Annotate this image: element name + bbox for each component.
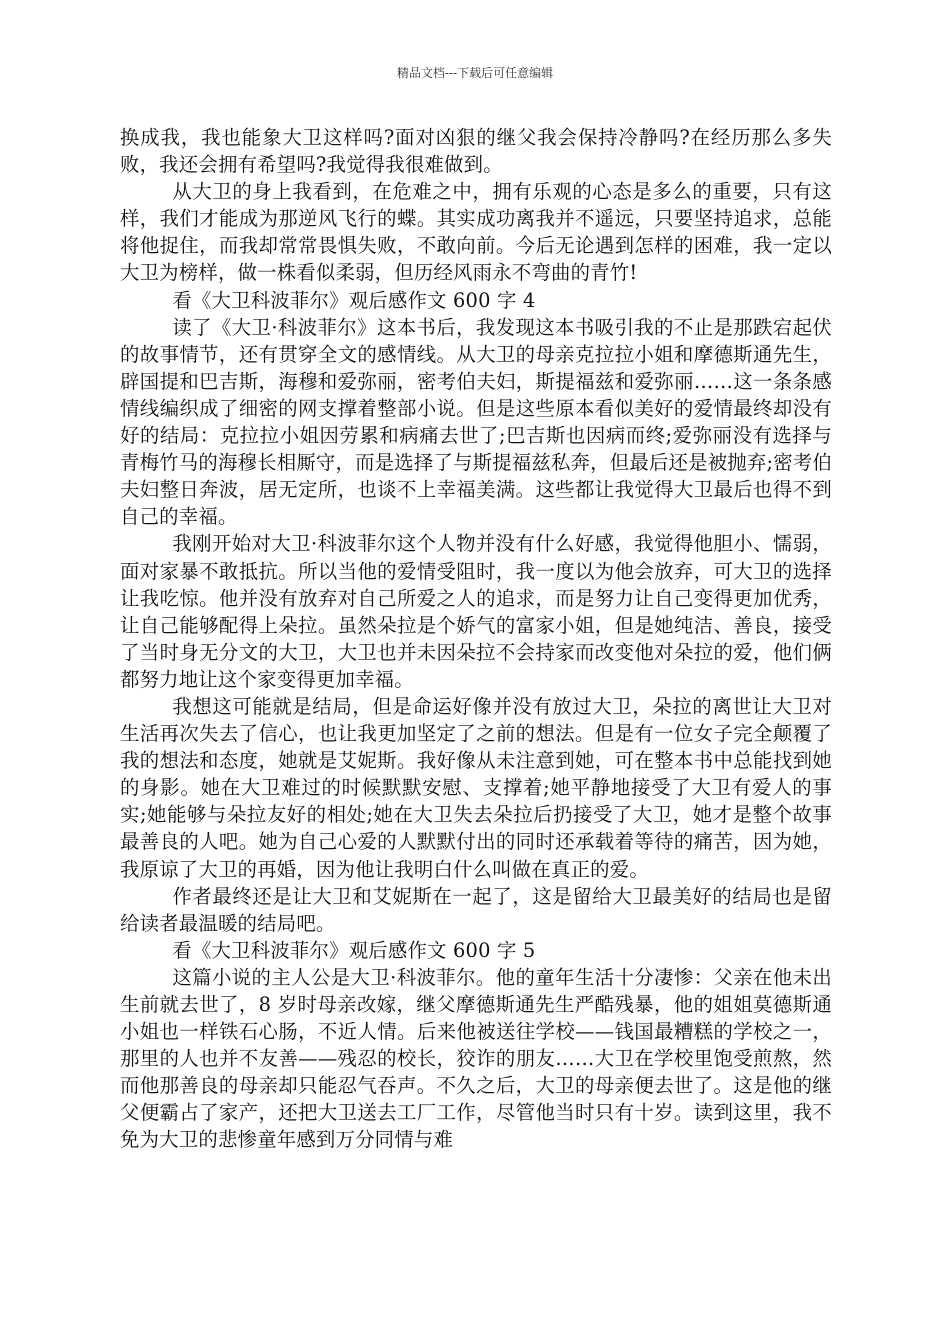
paragraph: 读了《大卫·科波菲尔》这本书后，我发现这本书吸引我的不止是那跌宕起伏的故事情节，还有贯穿全文的感情线。从大卫的母亲克拉拉小姐和摩德斯通先生，辟国提和巴吉斯，海穆和爱弥丽，密考伯夫妇，斯提福兹和爱弥丽……这一条条感情线编织成了细密的网支撑着整部小说。但是这些原本看似美好的爱情最终却没有好的结局：克拉拉小姐因劳累和病痛去世了;巴吉斯也因病而终;爱弥丽没有选择与青梅竹马的海穆长相厮守，而是选择了与斯提福兹私奔，但最后还是被抛弃;密考伯夫妇整日奔波，居无定所，也谈不上幸福美满。这些都让我觉得大卫最后也得不到自己的幸福。 xyxy=(120,315,832,529)
paragraph-continuation: 换成我，我也能象大卫这样吗?面对凶狠的继父我会保持冷静吗?在经历那么多失败，我还会拥有希望吗?我觉得我很难做到。 xyxy=(120,126,832,177)
paragraph: 作者最终还是让大卫和艾妮斯在一起了，这是留给大卫最美好的结局也是留给读者最温暖的结局吧。 xyxy=(120,884,832,935)
document-body xyxy=(120,124,832,1154)
page-header: 精品文档---下载后可任意编辑 xyxy=(396,66,554,80)
section-heading: 看《大卫科波菲尔》观后感作文 600 字 4 xyxy=(172,288,536,312)
paragraph: 从大卫的身上我看到，在危难之中，拥有乐观的心态是多么的重要，只有这样，我们才能成为那逆风飞行的蝶。其实成功离我并不遥远，只要坚持追求，总能将他捉住，而我却常常畏惧失败，不敢向前。今后无论遇到怎样的困难，我一定以大卫为榜样，做一株看似柔弱，但历经风雨永不弯曲的青竹! xyxy=(120,180,832,285)
section-heading: 看《大卫科波菲尔》观后感作文 600 字 5 xyxy=(172,938,536,962)
paragraph: 这篇小说的主人公是大卫·科波菲尔。他的童年生活十分凄惨：父亲在他未出生前就去世了，8 岁时母亲改嫁，继父摩德斯通先生严酷残暴，他的姐姐莫德斯通小姐也一样铁石心肠，不近人情。后来他被送往学校——钱国最糟糕的学校之一，那里的人也并不友善——残忍的校长，狡诈的朋友……大卫在学校里饱受煎熬，然而他那善良的母亲却只能忍气吞声。不久之后，大卫的母亲便去世了。这是他的继父便霸占了家产，还把大卫送去工厂工作，尽管他当时只有十岁。读到这里，我不免为大卫的悲惨童年感到万分同情与难 xyxy=(120,965,832,1152)
paragraph: 我想这可能就是结局，但是命运好像并没有放过大卫，朵拉的离世让大卫对生活再次失去了信心，也让我更加坚定了之前的想法。但是有一位女子完全颠覆了我的想法和态度，她就是艾妮斯。我好像从未注意到她，可在整本书中总能找到她的身影。她在大卫难过的时候默默安慰、支撑着;她平静地接受了大卫有爱人的事实;她能够与朵拉友好的相处;她在大卫失去朵拉后扔接受了大卫，她才是整个故事最善良的人吧。她为自己心爱的人默默付出的同时还承载着等待的痛苦，因为她，我原谅了大卫的再婚，因为他让我明白什么叫做在真正的爱。 xyxy=(120,694,832,881)
paragraph: 我刚开始对大卫·科波菲尔这个人物并没有什么好感，我觉得他胆小、懦弱，面对家暴不敢抵抗。所以当他的爱情受阻时，我一度以为他会放弃，可大卫的选择让我吃惊。他并没有放弃对自己所爱之人的追求，而是努力让自己变得更加优秀，让自己能够配得上朵拉。虽然朵拉是个娇气的富家小姐，但是她纯洁、善良，接受了当时身无分文的大卫，大卫也并未因朵拉不会持家而改变他对朵拉的爱，他们俩都努力地让这个家变得更加幸福。 xyxy=(120,532,832,691)
